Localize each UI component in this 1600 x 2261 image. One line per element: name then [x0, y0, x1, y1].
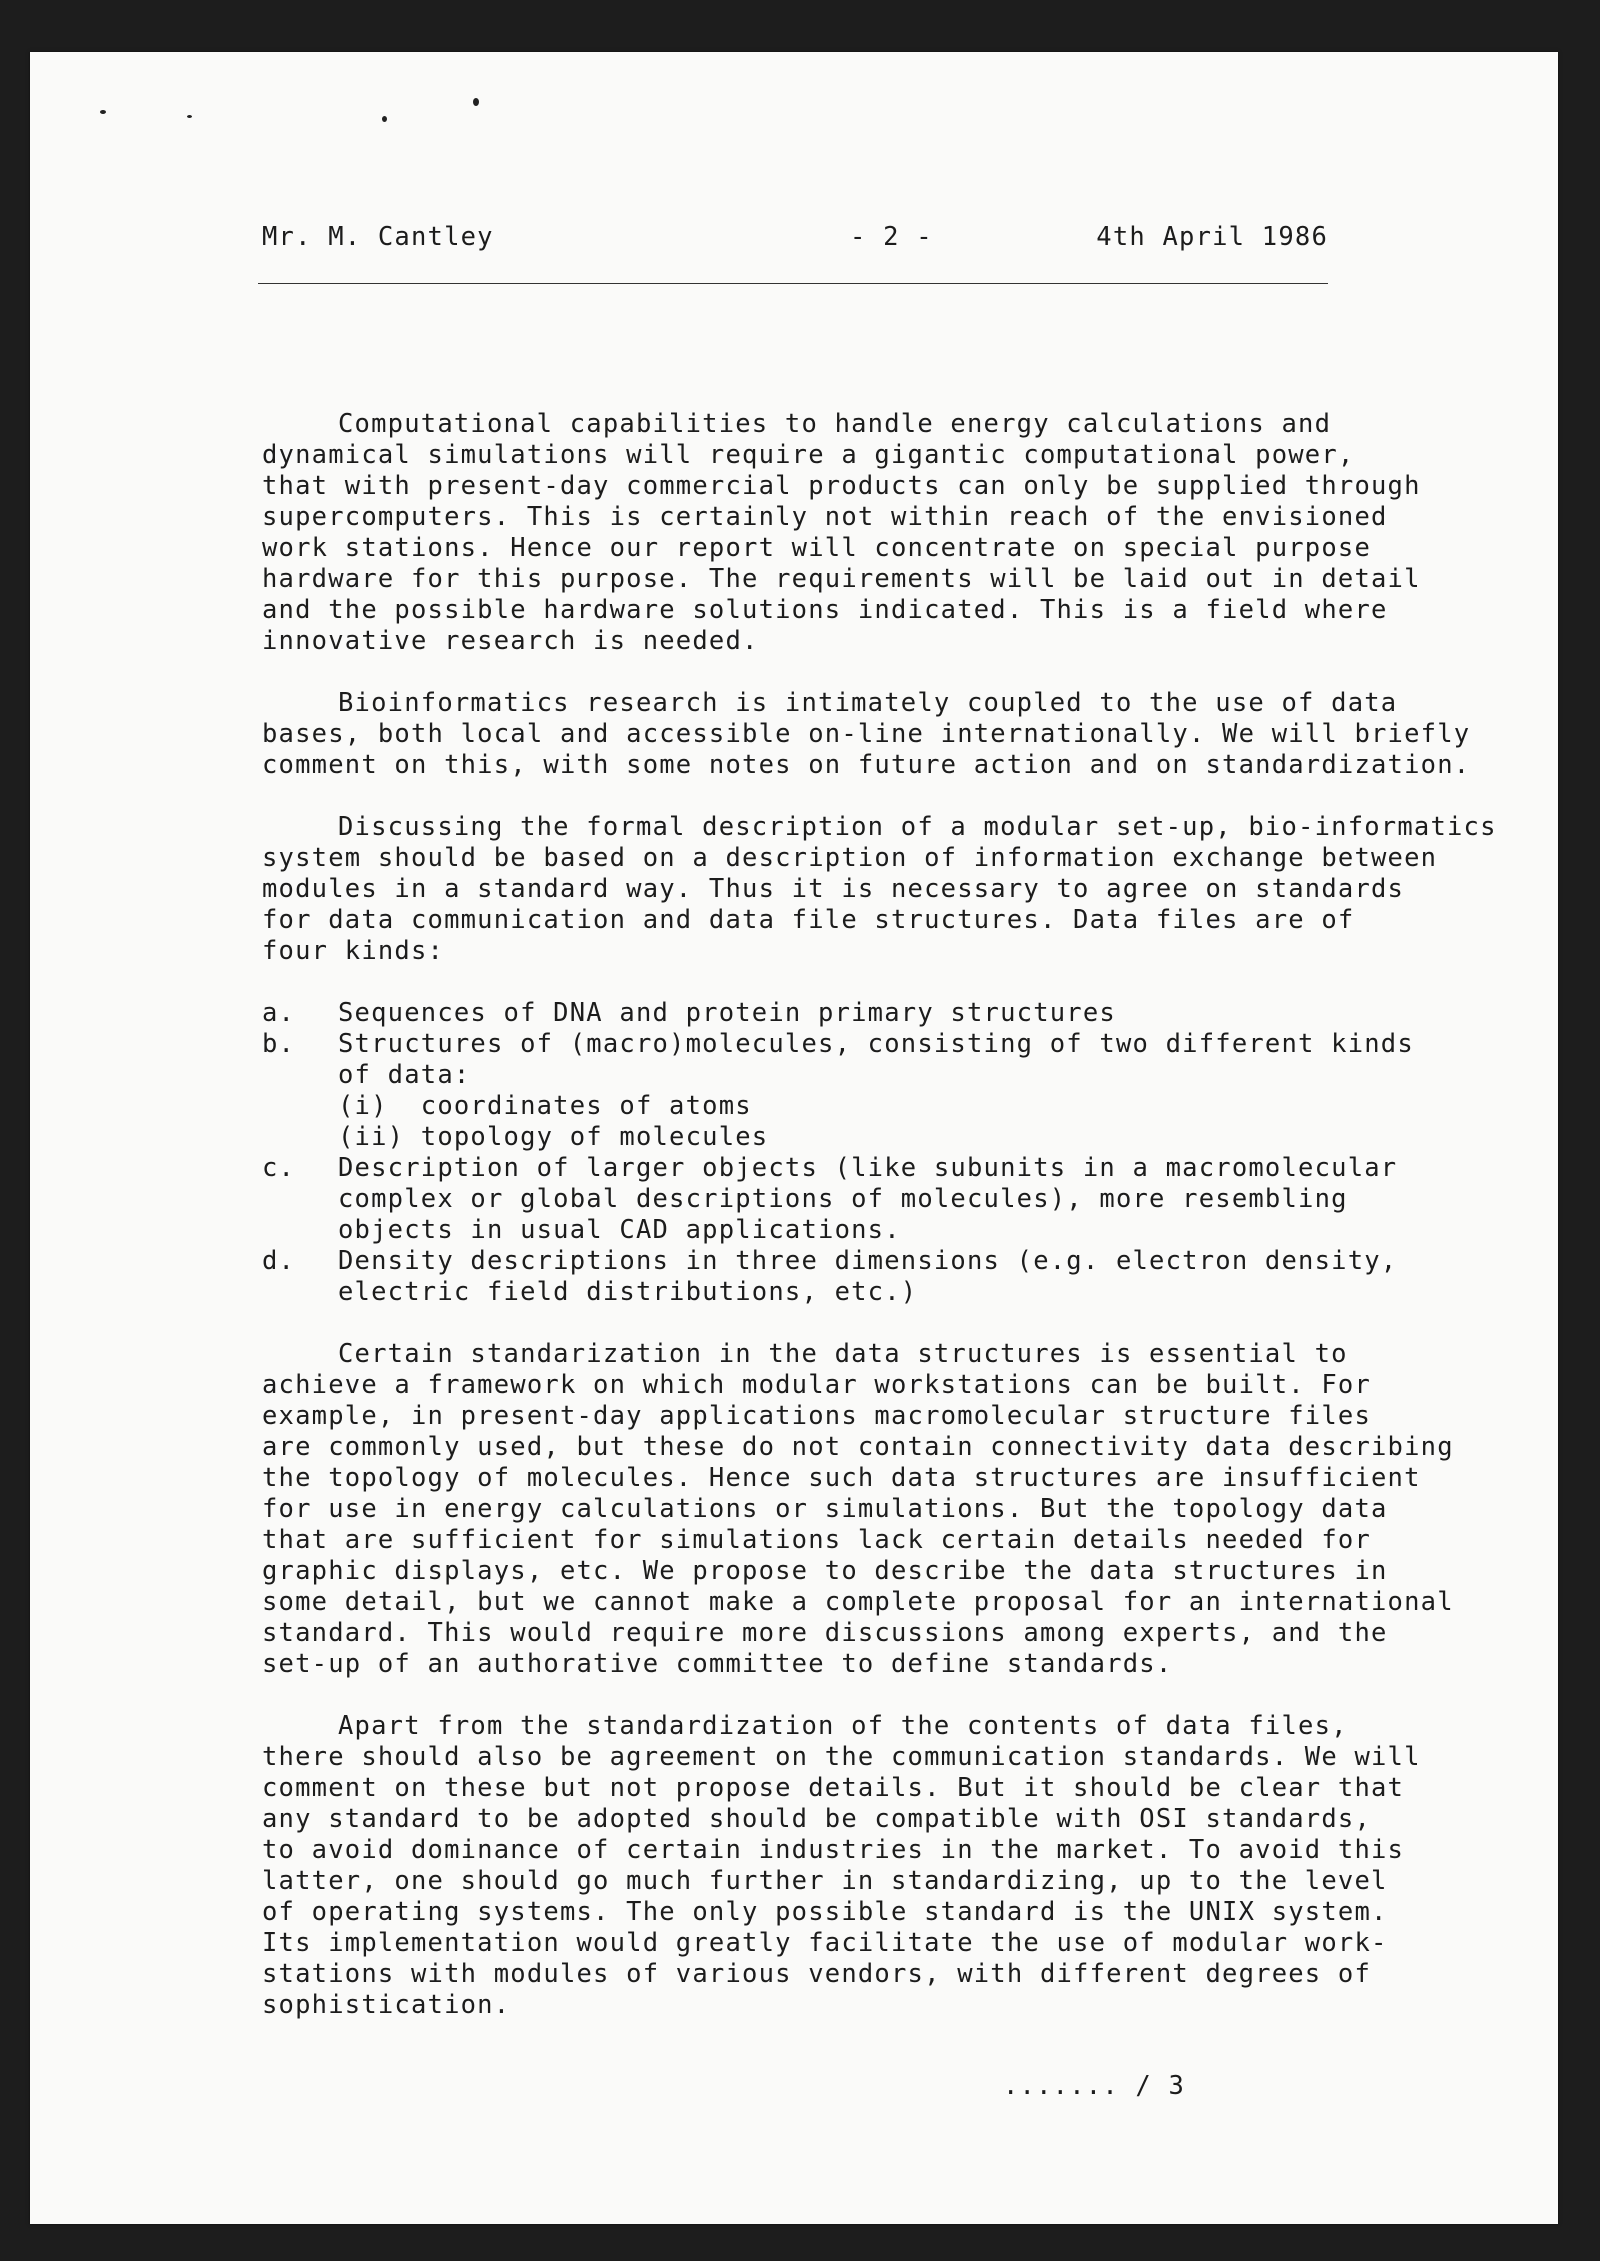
data-file-kinds-list: [262, 998, 1422, 1308]
text-line: objects in usual CAD applications.: [338, 1215, 901, 1245]
text-line: dynamical simulations will require a gigantic computational power,: [262, 440, 1355, 470]
text-line: are commonly used, but these do not contain connectivity data describing: [262, 1432, 1454, 1462]
paragraph-modular-setup: [262, 812, 1497, 967]
text-line: set-up of an authorative committee to define standards.: [262, 1649, 1173, 1679]
text-line: of data:: [338, 1060, 471, 1090]
text-line: Description of larger objects (like subunits in a macromolecular: [338, 1153, 1398, 1183]
text-line: Apart from the standardization of the contents of data files,: [338, 1711, 1348, 1741]
text-line: work stations. Hence our report will concentrate on special purpose: [262, 533, 1372, 563]
paragraph-bioinformatics: [262, 688, 1471, 781]
text-line: stations with modules of various vendors, with different degrees of: [262, 1959, 1372, 1989]
list-marker: b.: [262, 1029, 296, 1059]
text-line: modules in a standard way. Thus it is necessary to agree on standards: [262, 874, 1405, 904]
text-line: Certain standarization in the data structures is essential to: [338, 1339, 1348, 1369]
list-marker: a.: [262, 998, 296, 1028]
text-line: any standard to be adopted should be compatible with OSI standards,: [262, 1804, 1372, 1834]
header-divider: [258, 283, 1328, 284]
text-line: of operating systems. The only possible standard is the UNIX system.: [262, 1897, 1388, 1927]
text-line: that with present-day commercial products can only be supplied through: [262, 471, 1421, 501]
list-marker: c.: [262, 1153, 296, 1183]
list-item: [262, 1153, 1422, 1246]
text-line: four kinds:: [262, 936, 445, 966]
list-item: [262, 998, 1422, 1029]
text-line: Sequences of DNA and protein primary structures: [338, 998, 1116, 1028]
text-line: standard. This would require more discussions among experts, and the: [262, 1618, 1388, 1648]
text-line: supercomputers. This is certainly not within reach of the envisioned: [262, 502, 1388, 532]
text-line: latter, one should go much further in standardizing, up to the level: [262, 1866, 1388, 1896]
text-line: sophistication.: [262, 1990, 511, 2020]
text-line: for use in energy calculations or simulations. But the topology data: [262, 1494, 1388, 1524]
text-line: Its implementation would greatly facilitate the use of modular work-: [262, 1928, 1388, 1958]
letter-body: [262, 409, 1497, 2052]
text-line: bases, both local and accessible on-line internationally. We will briefly: [262, 719, 1471, 749]
text-line: hardware for this purpose. The requirements will be laid out in detail: [262, 564, 1421, 594]
text-line: that are sufficient for simulations lack certain details needed for: [262, 1525, 1372, 1555]
sub-list-item: (i) coordinates of atoms: [338, 1091, 752, 1121]
paragraph-standardization: [262, 1339, 1454, 1680]
text-line: complex or global descriptions of molecules), more resembling: [338, 1184, 1348, 1214]
text-line: Discussing the formal description of a modular set-up, bio-informatics: [338, 812, 1497, 842]
letter-date: 4th April 1986: [1096, 222, 1328, 252]
text-line: Bioinformatics research is intimately coupled to the use of data: [338, 688, 1398, 718]
text-line: system should be based on a description of information exchange between: [262, 843, 1438, 873]
scan-mark: [473, 98, 479, 106]
text-line: comment on these but not propose details. But it should be clear that: [262, 1773, 1405, 1803]
text-line: to avoid dominance of certain industries in the market. To avoid this: [262, 1835, 1405, 1865]
text-line: the topology of molecules. Hence such data structures are insufficient: [262, 1463, 1421, 1493]
text-line: Structures of (macro)molecules, consisting of two different kinds: [338, 1029, 1414, 1059]
recipient-name: Mr. M. Cantley: [262, 222, 494, 252]
text-line: some detail, but we cannot make a complete proposal for an international: [262, 1587, 1454, 1617]
scan-mark: [100, 110, 106, 114]
text-line: example, in present-day applications macromolecular structure files: [262, 1401, 1372, 1431]
list-item: [262, 1029, 1422, 1091]
text-line: there should also be agreement on the communication standards. We will: [262, 1742, 1421, 1772]
text-line: Density descriptions in three dimensions (e.g. electron density,: [338, 1246, 1398, 1276]
sub-list: [262, 1091, 1422, 1153]
text-line: graphic displays, etc. We propose to describe the data structures in: [262, 1556, 1388, 1586]
text-line: achieve a framework on which modular workstations can be built. For: [262, 1370, 1372, 1400]
text-line: innovative research is needed.: [262, 626, 759, 656]
continuation-marker: ....... / 3: [1003, 2071, 1186, 2101]
paragraph-communication-standards: [262, 1711, 1422, 2021]
scan-mark: [382, 116, 387, 122]
paragraph-computational: [262, 409, 1422, 657]
list-marker: d.: [262, 1246, 296, 1276]
page-number: - 2 -: [850, 222, 933, 252]
scan-mark: [187, 115, 192, 118]
text-line: comment on this, with some notes on future action and on standardization.: [262, 750, 1471, 780]
text-line: Computational capabilities to handle energy calculations and: [338, 409, 1332, 439]
text-line: electric field distributions, etc.): [338, 1277, 918, 1307]
sub-list-item: (ii) topology of molecules: [338, 1122, 769, 1152]
text-line: for data communication and data file structures. Data files are of: [262, 905, 1355, 935]
text-line: and the possible hardware solutions indicated. This is a field where: [262, 595, 1388, 625]
page-header: [262, 222, 1328, 258]
list-item: [262, 1246, 1422, 1308]
